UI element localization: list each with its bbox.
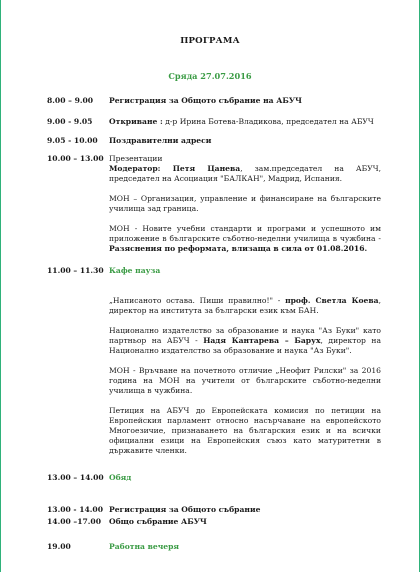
row-time: 19.00 xyxy=(47,542,71,551)
session-item: МОН - Връчване на почетното отличие „Неофит Рилски" за 2016 година на МОН на учители от българските съботно-неделни училища в чужбина. xyxy=(109,366,381,395)
row-time: 14.00 –17.00 xyxy=(47,517,101,526)
presentations-heading: Презентации xyxy=(109,154,163,163)
presentations-block xyxy=(109,154,381,254)
session-item: Национално издателство за образование и наука "Аз Буки" като партньор на АБУЧ - Надя Кантарева – Барух, директор на Национално издателство за образование и наука "Аз Буки". xyxy=(109,326,381,355)
moderator-line xyxy=(109,164,381,184)
opening-text: д-р Ирина Ботева-Владикова, председател на АБУЧ xyxy=(162,117,374,126)
opening-label: Откриване : xyxy=(109,117,163,126)
row-text: Обяд xyxy=(109,473,132,482)
row-time: 8.00 – 9.00 xyxy=(47,96,94,105)
row-text: Кафе пауза xyxy=(109,266,161,275)
session-item: „Написаното остава. Пиши правилно!" - проф. Светла Коева, директор на института за български език към БАН. xyxy=(109,296,381,315)
mon-item: МОН – Организация, управление и финансиране на българските училища зад граница. xyxy=(109,194,381,213)
mon-text: МОН - Новите учебни стандарти и програми и успешното им приложение в българските съботно-неделни училища в чужбина - xyxy=(109,224,381,243)
mon-bold: Разяснения по реформата, влизаща в сила от 01.08.2016. xyxy=(109,244,368,253)
row-text: Регистрация за Общото събрание на АБУЧ xyxy=(109,96,302,105)
session-items xyxy=(109,296,381,456)
moderator-text: , зам.председател на АБУЧ, председател на Асоциация "БАЛКАН", Мадрид, Испания. xyxy=(109,164,381,183)
program-date: Сряда 27.07.2016 xyxy=(168,71,252,81)
mon-item xyxy=(109,224,381,254)
row-text: Поздравителни адреси xyxy=(109,136,212,145)
document-title: ПРОГРАМА xyxy=(180,36,240,46)
row-time: 9.05 - 10.00 xyxy=(47,136,98,145)
row-time: 9.00 - 9.05 xyxy=(47,117,93,126)
row-text: Регистрация за Общото събрание xyxy=(109,505,261,514)
row-time: 13.00 – 14.00 xyxy=(47,473,104,482)
row-time: 11.00 – 11.30 xyxy=(47,266,104,275)
moderator-label: Модератор: Петя Цанева xyxy=(109,164,241,173)
session-item: Петиция на АБУЧ до Европейската комисия по петиции на Европейския парламент относно насърчаване на европейското Многоезичие, признаването на българския език и на всички официални езици на Европейския съюз като матуритетни в държавите членки. xyxy=(109,406,381,455)
row-time: 10.00 – 13.00 xyxy=(47,154,104,163)
row-text: Работна вечеря xyxy=(109,542,180,551)
row-time: 13.00 - 14.00 xyxy=(47,505,103,514)
row-text: Общо събрание АБУЧ xyxy=(109,517,207,526)
row-text xyxy=(109,117,381,127)
